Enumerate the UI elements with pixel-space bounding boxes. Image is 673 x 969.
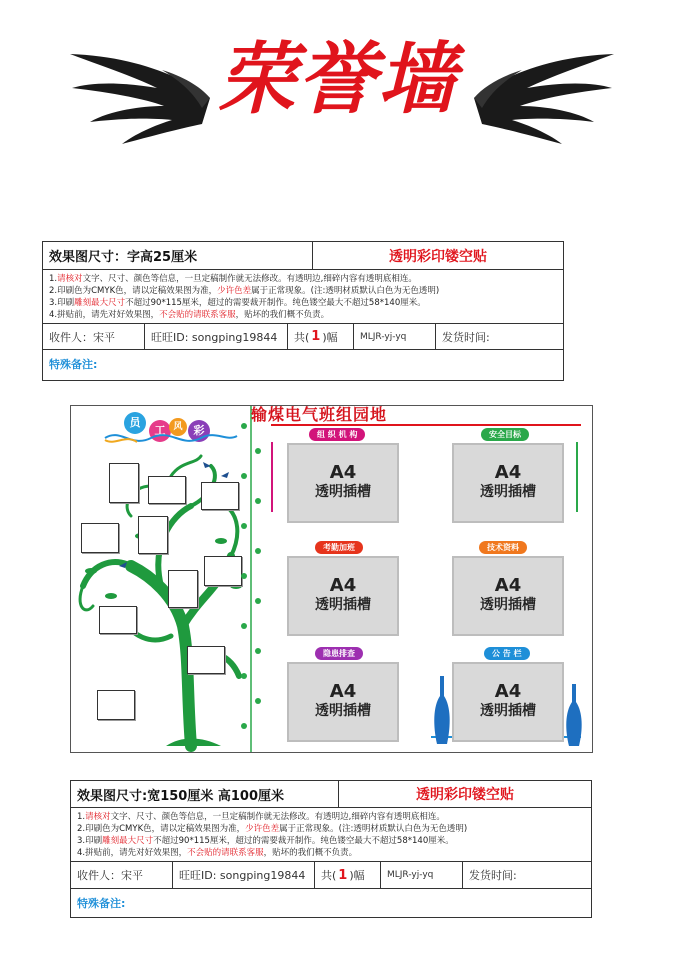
photo-frame xyxy=(99,606,137,634)
note-line: 2.印刷色为CMYK色，请以定稿效果图为准，少许色差属于正常现象。(注:透明材质默认白色为无色透明) xyxy=(77,823,468,834)
label-attendance: 考勤加班 xyxy=(315,541,363,554)
note-line: 1.请核对文字、尺寸、颜色等信息，一旦定稿制作就无法修改。有透明边,细碎内容有透明底相连。 xyxy=(49,273,417,284)
photo-frame xyxy=(201,482,239,510)
vase-left-icon xyxy=(433,676,451,746)
notes-block xyxy=(71,809,473,861)
label-safety: 安全目标 xyxy=(481,428,529,441)
board-title: 输煤电气班组园地 xyxy=(251,405,388,424)
slot-notice: A4 透明插槽 xyxy=(452,662,564,742)
print-type-label: 透明彩印镂空贴 xyxy=(416,787,514,803)
label-tech: 技术资料 xyxy=(479,541,527,554)
photo-frame xyxy=(148,476,186,504)
staff-char-4: 彩 xyxy=(188,420,210,442)
staff-char-1: 员 xyxy=(124,412,146,434)
note-line: 4.拼贴前，请先对好效果图，不会贴的请联系客服，贴坏的我们概不负责。 xyxy=(49,309,330,320)
photo-frame xyxy=(97,690,135,720)
board-preview xyxy=(70,405,593,753)
special-remarks: 特殊备注: xyxy=(77,897,126,910)
notes-block xyxy=(43,271,445,323)
note-line: 2.印刷色为CMYK色，请以定稿效果图为准，少许色差属于正常现象。(注:透明材质默认白色为无色透明) xyxy=(49,285,440,296)
label-notice: 公 告 栏 xyxy=(484,647,530,660)
recipient-field: 收件人：宋平 xyxy=(71,862,173,888)
staff-char-2: 工 xyxy=(149,420,171,442)
ship-time-field: 发货时间: xyxy=(442,330,490,344)
note-line: 3.印刷雕刻最大尺寸不超过90*115厘米，超过的需要裁开制作。纯色镂空最大不超过58*140厘米。 xyxy=(49,297,426,308)
slot-safety: A4 透明插槽 xyxy=(452,443,564,523)
product-code: MLJR-yj-yq xyxy=(381,862,463,888)
frame-decor-left xyxy=(271,442,273,512)
wangwang-id-field: 旺旺ID: songping19844 xyxy=(173,862,315,888)
recipient-field: 收件人：宋平 xyxy=(43,324,145,349)
quantity-field: 共( 1 )幅 xyxy=(288,324,354,349)
slot-hazard: A4 透明插槽 xyxy=(287,662,399,742)
spec-table-2 xyxy=(70,780,592,918)
slot-org: A4 透明插槽 xyxy=(287,443,399,523)
right-wing-icon xyxy=(472,36,622,146)
photo-frame xyxy=(168,570,198,608)
note-line: 4.拼贴前，请先对好效果图，不会贴的请联系客服，贴坏的我们概不负责。 xyxy=(77,847,358,858)
spec-table-1 xyxy=(42,241,564,381)
photo-frame xyxy=(187,646,225,674)
effect-size-label: 效果图尺寸：字高25厘米 xyxy=(43,242,313,269)
vase-right-icon xyxy=(565,684,583,748)
ship-time-field: 发货时间: xyxy=(469,869,517,882)
staff-char-3: 风 xyxy=(169,418,187,436)
ribbon-ornament-icon xyxy=(101,428,241,448)
photo-frame xyxy=(109,463,139,503)
slot-attendance: A4 透明插槽 xyxy=(287,556,399,636)
photo-frame xyxy=(81,523,119,553)
frame-decor-right xyxy=(576,442,578,512)
wangwang-id-field: 旺旺ID: songping19844 xyxy=(145,324,288,349)
slot-tech: A4 透明插槽 xyxy=(452,556,564,636)
vine-divider-icon xyxy=(236,406,266,752)
note-line: 3.印刷雕刻最大尺寸不超过90*115厘米，超过的需要裁开制作。纯色镂空最大不超过58*140厘米。 xyxy=(77,835,454,846)
honor-wall-title: 荣誉墙 xyxy=(217,34,458,125)
effect-size-label: 效果图尺寸:宽150厘米 高100厘米 xyxy=(71,781,339,807)
note-line: 1.请核对文字、尺寸、颜色等信息，一旦定稿制作就无法修改。有透明边,细碎内容有透明底相连。 xyxy=(77,811,445,822)
product-code: MLJR-yj-yq xyxy=(354,324,436,349)
photo-frame xyxy=(138,516,168,554)
special-remarks: 特殊备注: xyxy=(49,358,98,371)
title-underline xyxy=(271,424,581,426)
print-type-label: 透明彩印镂空贴 xyxy=(389,248,487,265)
quantity-field: 共( 1 )幅 xyxy=(315,862,381,888)
label-hazard: 隐患排查 xyxy=(315,647,363,660)
label-org: 组 织 机 构 xyxy=(309,428,365,441)
left-wing-icon xyxy=(62,36,212,146)
